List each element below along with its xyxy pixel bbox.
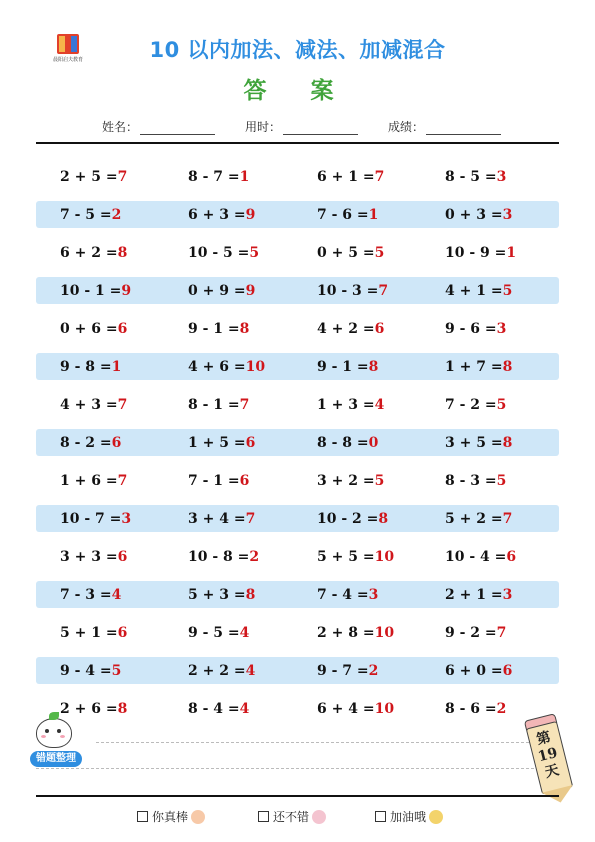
equation [188, 310, 249, 348]
equation-question: 8 - 3 = [445, 473, 497, 489]
equation-answer: 6 [111, 435, 122, 451]
equation-question: 9 - 5 = [188, 625, 240, 641]
equation-question: 7 - 4 = [317, 587, 369, 603]
equation [445, 500, 512, 538]
equation [60, 310, 127, 348]
equation [188, 234, 259, 272]
equation [188, 272, 255, 310]
equation-answer: 5 [249, 245, 260, 261]
equation-answer: 3 [368, 587, 379, 603]
equation-question: 7 - 2 = [445, 397, 497, 413]
equation [317, 462, 384, 500]
equation [317, 652, 378, 690]
page-title: 10 以内加法、减法、加减混合 [149, 38, 446, 62]
problem-row [36, 196, 559, 234]
equation-question: 4 + 6 = [188, 359, 246, 375]
problem-row [36, 462, 559, 500]
equation-answer: 1 [111, 359, 122, 375]
equation-question: 4 + 2 = [317, 321, 375, 337]
equation [188, 348, 265, 386]
name-field[interactable] [102, 118, 215, 135]
equation-question: 10 - 2 = [317, 511, 379, 527]
brand-name: 晨阳启夫教育 [53, 57, 84, 63]
rating-option-good[interactable] [258, 808, 326, 825]
equation [60, 538, 127, 576]
equation-answer: 6 [117, 549, 128, 565]
equation-answer: 8 [117, 245, 128, 261]
equation-question: 8 - 1 = [188, 397, 240, 413]
problem-row [36, 386, 559, 424]
equation [317, 310, 384, 348]
equation-question: 10 - 4 = [445, 549, 507, 565]
equation-question: 5 + 5 = [317, 549, 375, 565]
equation-answer: 8 [245, 587, 256, 603]
equation-question: 2 + 5 = [60, 169, 118, 185]
equation [60, 348, 121, 386]
equation-question: 8 - 5 = [445, 169, 497, 185]
equation-answer: 6 [117, 625, 128, 641]
problem-row [36, 652, 559, 690]
equation-answer: 5 [374, 245, 385, 261]
problem-row [36, 614, 559, 652]
equation-answer: 3 [121, 511, 132, 527]
problem-row [36, 310, 559, 348]
equation-answer: 2 [368, 663, 379, 679]
equation-answer: 8 [117, 701, 128, 717]
rating-label: 还不错 [273, 810, 310, 824]
time-field[interactable] [245, 118, 358, 135]
footer-rule [36, 795, 559, 797]
thumbs-up-icon [191, 810, 205, 824]
problem-row [36, 158, 559, 196]
equation-answer: 6 [502, 663, 513, 679]
rating-option-great[interactable] [137, 808, 205, 825]
mistake-review-area[interactable] [36, 742, 559, 794]
equation-answer: 2 [249, 549, 260, 565]
score-field[interactable] [388, 118, 501, 135]
equation-answer: 6 [117, 321, 128, 337]
equation [188, 690, 249, 728]
equation [445, 272, 512, 310]
equation [188, 158, 249, 196]
equation [445, 234, 516, 272]
equation [445, 538, 516, 576]
equation-answer: 1 [239, 169, 250, 185]
equation-question: 9 - 1 = [188, 321, 240, 337]
equation [60, 652, 121, 690]
equation-question: 5 + 3 = [188, 587, 246, 603]
equation-answer: 4 [111, 587, 122, 603]
equation [445, 310, 506, 348]
equation-question: 5 + 2 = [445, 511, 503, 527]
equation-question: 10 - 8 = [188, 549, 250, 565]
equation [60, 462, 127, 500]
equation-question: 3 + 4 = [188, 511, 246, 527]
equation [317, 272, 388, 310]
equation-question: 0 + 9 = [188, 283, 246, 299]
equation [188, 614, 249, 652]
equation-answer: 8 [239, 321, 250, 337]
equation-answer: 1 [506, 245, 517, 261]
equation-question: 2 + 8 = [317, 625, 375, 641]
mistake-review-badge: 错题整理 [30, 751, 82, 767]
equation-answer: 7 [239, 397, 250, 413]
equation-answer: 10 [374, 701, 395, 717]
equation-question: 1 + 5 = [188, 435, 246, 451]
equation-answer: 7 [502, 511, 513, 527]
equation-question: 5 + 1 = [60, 625, 118, 641]
day-tag: 第19天 [534, 729, 561, 782]
equation-answer: 4 [245, 663, 256, 679]
equation [188, 196, 255, 234]
equation-question: 3 + 3 = [60, 549, 118, 565]
equation [188, 500, 255, 538]
equation [445, 614, 506, 652]
equation [445, 196, 512, 234]
equation-question: 6 + 2 = [60, 245, 118, 261]
equation [445, 652, 512, 690]
equation-question: 6 + 0 = [445, 663, 503, 679]
equation-question: 9 - 4 = [60, 663, 112, 679]
equation-answer: 2 [496, 701, 507, 717]
equation-answer: 4 [239, 701, 250, 717]
equation [60, 500, 131, 538]
equation [60, 158, 127, 196]
problem-row [36, 500, 559, 538]
equation-answer: 7 [374, 169, 385, 185]
equation-question: 10 - 7 = [60, 511, 122, 527]
problem-row [36, 576, 559, 614]
equation [60, 424, 121, 462]
equation [188, 576, 255, 614]
equation-answer: 9 [245, 207, 256, 223]
equation [188, 652, 255, 690]
equation [445, 576, 512, 614]
equation-answer: 7 [496, 625, 507, 641]
time-label: 用时： [245, 120, 282, 134]
equation-question: 7 - 6 = [317, 207, 369, 223]
dashed-line [96, 742, 559, 743]
equation [60, 386, 127, 424]
equation-answer: 6 [245, 435, 256, 451]
equation [317, 614, 394, 652]
equation-answer: 8 [368, 359, 379, 375]
page-subtitle: 答 案 [243, 78, 352, 104]
equation-answer: 8 [378, 511, 389, 527]
equation-answer: 4 [374, 397, 385, 413]
cheer-mascot-icon [429, 810, 443, 824]
checkbox[interactable] [137, 811, 148, 822]
equation-answer: 10 [245, 359, 266, 375]
equation-question: 0 + 3 = [445, 207, 503, 223]
equation-question: 2 + 1 = [445, 587, 503, 603]
equation-answer: 5 [111, 663, 122, 679]
equation-question: 2 + 6 = [60, 701, 118, 717]
problem-row [36, 690, 559, 728]
equation-question: 8 - 4 = [188, 701, 240, 717]
problem-row [36, 234, 559, 272]
equation-answer: 3 [496, 321, 507, 337]
equation-question: 0 + 6 = [60, 321, 118, 337]
equation-answer: 3 [496, 169, 507, 185]
rating-label: 加油哦 [390, 810, 427, 824]
equation [445, 348, 512, 386]
problem-row [36, 538, 559, 576]
equation-answer: 7 [117, 473, 128, 489]
equation-question: 4 + 1 = [445, 283, 503, 299]
equation-answer: 5 [496, 397, 507, 413]
score-blank[interactable] [426, 122, 501, 135]
equation-answer: 5 [374, 473, 385, 489]
equation-question: 10 - 1 = [60, 283, 122, 299]
equation-answer: 6 [506, 549, 517, 565]
equation-answer: 5 [496, 473, 507, 489]
equation-question: 7 - 3 = [60, 587, 112, 603]
equation-answer: 10 [374, 625, 395, 641]
equation [445, 462, 506, 500]
equation-question: 1 + 7 = [445, 359, 503, 375]
dashed-line [36, 768, 559, 769]
equation [317, 386, 384, 424]
equation-question: 10 - 3 = [317, 283, 379, 299]
equation [188, 462, 249, 500]
equation-question: 9 - 1 = [317, 359, 369, 375]
equation-question: 7 - 1 = [188, 473, 240, 489]
checkbox[interactable] [375, 811, 386, 822]
equation [317, 348, 378, 386]
equation-answer: 5 [502, 283, 513, 299]
equation [188, 386, 249, 424]
equation-question: 8 - 8 = [317, 435, 369, 451]
checkbox[interactable] [258, 811, 269, 822]
header-rule [36, 142, 559, 144]
equation [317, 424, 378, 462]
equation-question: 8 - 2 = [60, 435, 112, 451]
equation-answer: 6 [374, 321, 385, 337]
equation [60, 234, 127, 272]
equation-question: 2 + 2 = [188, 663, 246, 679]
equation-question: 6 + 3 = [188, 207, 246, 223]
equation [60, 272, 131, 310]
rating-label: 你真棒 [152, 810, 189, 824]
score-label: 成绩： [388, 120, 425, 134]
equation [317, 234, 384, 272]
equation [188, 424, 255, 462]
equation [317, 690, 394, 728]
equation-question: 1 + 3 = [317, 397, 375, 413]
equation-answer: 6 [239, 473, 250, 489]
equation [60, 614, 127, 652]
equation-answer: 3 [502, 587, 513, 603]
equation-answer: 0 [368, 435, 379, 451]
equation-question: 9 - 8 = [60, 359, 112, 375]
equation-answer: 9 [121, 283, 132, 299]
equation-answer: 8 [502, 435, 513, 451]
equation-question: 3 + 5 = [445, 435, 503, 451]
equation-question: 9 - 6 = [445, 321, 497, 337]
equation-answer: 2 [111, 207, 122, 223]
equation-answer: 7 [117, 397, 128, 413]
equation-question: 0 + 5 = [317, 245, 375, 261]
equation-question: 8 - 7 = [188, 169, 240, 185]
equation [317, 538, 394, 576]
equation-question: 9 - 2 = [445, 625, 497, 641]
equation-answer: 3 [502, 207, 513, 223]
equation [317, 500, 388, 538]
problem-row [36, 424, 559, 462]
rating-option-keep-going[interactable] [375, 808, 443, 825]
equation [445, 690, 506, 728]
equation [317, 196, 378, 234]
equation-question: 7 - 5 = [60, 207, 112, 223]
equation-answer: 9 [245, 283, 256, 299]
equation-question: 1 + 6 = [60, 473, 118, 489]
equation-question: 9 - 7 = [317, 663, 369, 679]
equation [317, 158, 384, 196]
equation-question: 6 + 4 = [317, 701, 375, 717]
equation-answer: 7 [245, 511, 256, 527]
problem-grid [36, 158, 559, 728]
equation [317, 576, 378, 614]
time-blank[interactable] [283, 122, 358, 135]
equation-question: 10 - 9 = [445, 245, 507, 261]
equation-question: 10 - 5 = [188, 245, 250, 261]
equation [188, 538, 259, 576]
equation [445, 424, 512, 462]
equation-answer: 7 [117, 169, 128, 185]
smile-face-icon [312, 810, 326, 824]
equation-answer: 10 [374, 549, 395, 565]
equation-answer: 1 [368, 207, 379, 223]
equation [445, 158, 506, 196]
equation-question: 6 + 1 = [317, 169, 375, 185]
problem-row [36, 272, 559, 310]
equation-answer: 8 [502, 359, 513, 375]
name-label: 姓名： [102, 120, 139, 134]
equation-question: 4 + 3 = [60, 397, 118, 413]
equation-question: 3 + 2 = [317, 473, 375, 489]
equation-question: 8 - 6 = [445, 701, 497, 717]
equation-answer: 7 [378, 283, 389, 299]
equation [445, 386, 506, 424]
problem-row [36, 348, 559, 386]
equation-answer: 4 [239, 625, 250, 641]
equation [60, 196, 121, 234]
name-blank[interactable] [140, 122, 215, 135]
equation [60, 576, 121, 614]
